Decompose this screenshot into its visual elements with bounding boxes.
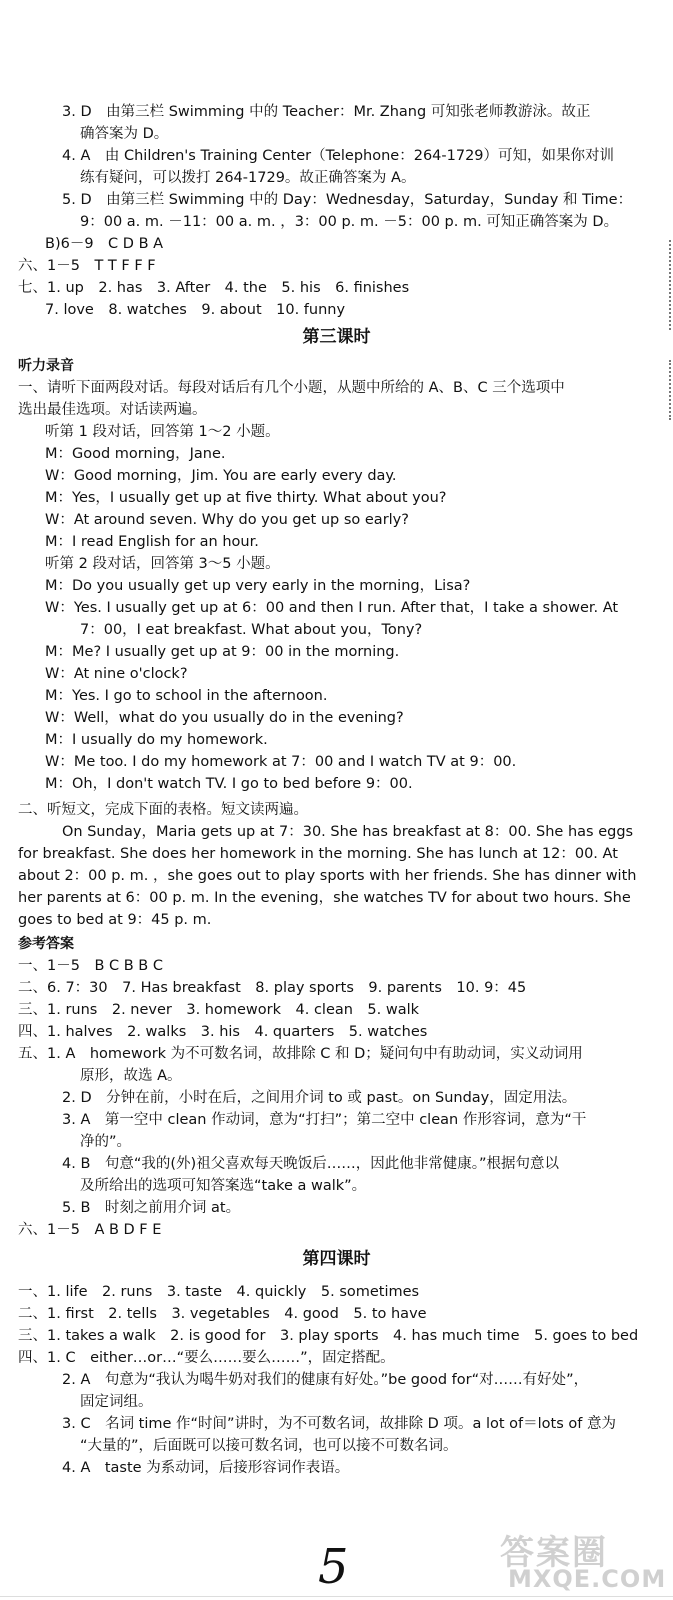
script-line: 听第 1 段对话，回答第 1～2 小题。 (45, 424, 280, 440)
answer-line: 四、1. C either…or…“要么……要么……”，固定搭配。 (18, 1350, 395, 1366)
answer-line: 二、1. first 2. tells 3. vegetables 4. good 5. to have (18, 1306, 427, 1322)
bottom-rule (0, 1596, 673, 1597)
script-line: M：Good morning，Jane. (45, 446, 226, 462)
binding-dots (667, 360, 671, 420)
answer-line: 固定词组。 (80, 1394, 153, 1410)
script-line: M：Oh，I don't watch TV. I go to bed before 9：00. (45, 776, 413, 792)
script-line: W：Yes. I usually get up at 6：00 and then I run. After that，I take a shower. At (45, 600, 619, 616)
script-line: about 2：00 p. m. ，she goes out to play sports with her friends. She has dinner with (18, 868, 637, 884)
script-line: 选出最佳选项。对话读两遍。 (18, 402, 207, 418)
listening-script-heading: 听力录音 (18, 358, 74, 374)
answer-line: 2. A 句意为“我认为喝牛奶对我们的健康有好处。”be good for“对……有好处”， (62, 1372, 589, 1388)
answer-line: 3. A 第一空中 clean 作动词，意为“打扫”；第二空中 clean 作形容词，意为“干 (62, 1112, 587, 1128)
answer-line: 三、1. takes a walk 2. is good for 3. play sports 4. has much time 5. goes to bed (18, 1328, 639, 1344)
answer-line: 五、1. A homework 为不可数名词，故排除 C 和 D；疑问句中有助动词，实义动词用 (18, 1046, 583, 1062)
answer-line: 四、1. halves 2. walks 3. his 4. quarters 5. watches (18, 1024, 428, 1040)
watermark-logo (480, 1525, 665, 1595)
script-line: for breakfast. She does her homework in the morning. She has lunch at 12：00. At (18, 846, 618, 862)
script-line: On Sunday，Maria gets up at 7：30. She has breakfast at 8：00. She has eggs (62, 824, 634, 840)
script-line: M：Yes，I usually get up at five thirty. What about you? (45, 490, 447, 506)
watermark-url: MXQE.COM (508, 1565, 667, 1593)
answer-line: 5. D 由第三栏 Swimming 中的 Day：Wednesday，Saturday，Sunday 和 Time： (62, 192, 633, 208)
script-line: W：Good morning，Jim. You are early every day. (45, 468, 397, 484)
script-line: W：At around seven. Why do you get up so early? (45, 512, 409, 528)
script-line: M：Yes. I go to school in the afternoon. (45, 688, 328, 704)
answer-line: “大量的”，后面既可以接可数名词，也可以接不可数名词。 (80, 1438, 458, 1454)
script-line: M：Do you usually get up very early in the morning，Lisa? (45, 578, 471, 594)
answers-heading: 参考答案 (18, 936, 74, 952)
answer-line: 三、1. runs 2. never 3. homework 4. clean 5. walk (18, 1002, 420, 1018)
script-line: M：I usually do my homework. (45, 732, 268, 748)
answer-line: 七、1. up 2. has 3. After 4. the 5. his 6. finishes (18, 280, 410, 296)
script-line: W：Me too. I do my homework at 7：00 and I watch TV at 9：00. (45, 754, 517, 770)
answer-line: B)6－9 C D B A (45, 236, 164, 252)
answer-line: 9：00 a. m. －11：00 a. m. ，3：00 p. m. －5：00 p. m. 可知正确答案为 D。 (80, 214, 619, 230)
answer-line: 一、1. life 2. runs 3. taste 4. quickly 5. sometimes (18, 1284, 420, 1300)
answer-line: 2. D 分钟在前，小时在后，之间用介词 to 或 past。on Sunday，固定用法。 (62, 1090, 577, 1106)
script-line: 7：00，I eat breakfast. What about you，Tony? (80, 622, 423, 638)
answer-line: 净的”。 (80, 1134, 132, 1150)
script-line: M：I read English for an hour. (45, 534, 259, 550)
lesson4-heading: 第四课时 (302, 1249, 371, 1269)
answer-line: 5. B 时刻之前用介词 at。 (62, 1200, 241, 1216)
page-number: 5 (318, 1539, 349, 1595)
answer-line: 六、1－5 A B D F E (18, 1222, 162, 1238)
answer-line: 3. D 由第三栏 Swimming 中的 Teacher：Mr. Zhang 可知张老师教游泳。故正 (62, 104, 591, 120)
answer-line: 确答案为 D。 (80, 126, 169, 142)
answer-line: 3. C 名词 time 作“时间”讲时，为不可数名词，故排除 D 项。a lot of＝lots of 意为 (62, 1416, 616, 1432)
watermark-text: 答案圈 (500, 1533, 608, 1573)
answer-line: 一、1－5 B C B B C (18, 958, 163, 974)
answer-line: 六、1－5 T T F F F (18, 258, 156, 274)
script-line: W：Well，what do you usually do in the evening? (45, 710, 404, 726)
script-line: M：Me? I usually get up at 9：00 in the morning. (45, 644, 400, 660)
answer-line: 二、6. 7：30 7. Has breakfast 8. play sports 9. parents 10. 9：45 (18, 980, 527, 996)
answer-line: 练有疑问，可以拨打 264-1729。故正确答案为 A。 (80, 170, 416, 186)
answer-line: 4. B 句意“我的(外)祖父喜欢每天晚饭后……，因此他非常健康。”根据句意以 (62, 1156, 559, 1172)
script-line: W：At nine o'clock? (45, 666, 188, 682)
script-line: goes to bed at 9：45 p. m. (18, 912, 212, 928)
script-line: 二、听短文，完成下面的表格。短文读两遍。 (18, 802, 308, 818)
answer-line: 4. A 由 Children's Training Center（Telephone：264-1729）可知，如果你对训 (62, 148, 615, 164)
script-line: her parents at 6：00 p. m. In the evening，she watches TV for about two hours. She (18, 890, 631, 906)
answer-line: 7. love 8. watches 9. about 10. funny (45, 302, 346, 318)
lesson3-heading: 第三课时 (302, 327, 371, 347)
answer-line: 原形，故选 A。 (80, 1068, 182, 1084)
script-line: 一、请听下面两段对话。每段对话后有几个小题，从题中所给的 A、B、C 三个选项中 (18, 380, 565, 396)
answer-line: 及所给出的选项可知答案选“take a walk”。 (80, 1178, 367, 1194)
binding-dots (667, 240, 671, 330)
script-line: 听第 2 段对话，回答第 3～5 小题。 (45, 556, 280, 572)
answer-line: 4. A taste 为系动词，后接形容词作表语。 (62, 1460, 350, 1476)
